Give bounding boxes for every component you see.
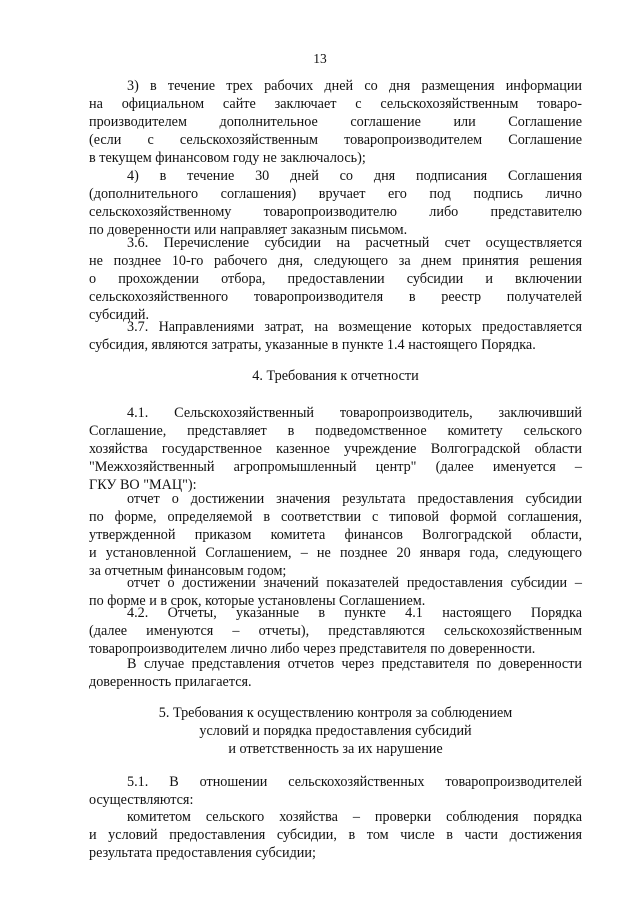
- text-line: по форме и в срок, которые установлены Соглашением.: [89, 593, 426, 609]
- paragraph-4-2-b: [89, 655, 582, 691]
- paragraph-4-1: [89, 404, 582, 494]
- section-heading-5: [89, 704, 582, 758]
- paragraph-item-4: [89, 167, 582, 239]
- text-line: Соглашение, представляет в подведомственное комитету сельского: [89, 423, 582, 439]
- text-line: 5.1. В отношении сельскохозяйственных товаропроизводителей: [127, 774, 582, 790]
- text-line: "Межхозяйственный агропромышленный центр" (далее именуется –: [89, 459, 582, 475]
- paragraph-5-1: [89, 773, 582, 809]
- paragraph-4-2: [89, 604, 582, 658]
- text-line: по доверенности или направляет заказным письмом.: [89, 222, 408, 238]
- text-line: в текущем финансовом году не заключалось);: [89, 150, 366, 166]
- text-line: 3.7. Направлениями затрат, на возмещение которых предоставляется: [127, 319, 582, 335]
- text-line: по форме, определяемой в соответствии с типовой формой соглашения,: [89, 509, 582, 525]
- heading-text: и ответственность за их нарушение: [228, 741, 443, 757]
- text-line: товаропроизводителем лично либо через представителя по доверенности.: [89, 641, 536, 657]
- text-line: субсидия, являются затраты, указанные в пункте 1.4 настоящего Порядка.: [89, 337, 536, 353]
- text-line: на официальном сайте заключает с сельскохозяйственным товаро-: [89, 96, 582, 112]
- heading-text: 4. Требования к отчетности: [252, 368, 419, 384]
- paragraph-item-3: [89, 77, 582, 167]
- text-line: о прохождении отбора, предоставлении субсидии и включении: [89, 271, 582, 287]
- text-line: 4) в течение 30 дней со дня подписания Соглашения: [127, 168, 582, 184]
- paragraph-3-7: [89, 318, 582, 354]
- text-line: отчет о достижении значений показателей предоставления субсидии –: [127, 575, 582, 591]
- text-line: 4.2. Отчеты, указанные в пункте 4.1 настоящего Порядка: [127, 605, 582, 621]
- text-line: (дополнительного соглашения) вручает его под подпись лично: [89, 186, 582, 202]
- text-line: осуществляются:: [89, 792, 194, 808]
- text-line: не позднее 10-го рабочего дня, следующего за днем принятия решения: [89, 253, 582, 269]
- text-line: доверенность прилагается.: [89, 674, 252, 690]
- text-line: (если с сельскохозяйственным товаропроизводителем Соглашение: [89, 132, 582, 148]
- heading-text: условий и порядка предоставления субсидий: [199, 723, 472, 739]
- heading-text: 5. Требования к осуществлению контроля за соблюдением: [158, 705, 513, 721]
- text-line: и установленной Соглашением, – не позднее 20 января года, следующего: [89, 545, 582, 561]
- text-line: производителем дополнительное соглашение или Соглашение: [89, 114, 582, 130]
- section-heading-4: [89, 367, 582, 385]
- text-line: комитетом сельского хозяйства – проверки соблюдения порядка: [127, 809, 582, 825]
- paragraph-report-1: [89, 490, 582, 580]
- text-line: 3.6. Перечисление субсидии на расчетный счет осуществляется: [127, 235, 582, 251]
- text-line: субсидий.: [89, 307, 150, 323]
- paragraph-3-6: [89, 234, 582, 324]
- text-line: отчет о достижении значения результата предоставления субсидии: [127, 491, 582, 507]
- text-line: и условий предоставления субсидии, в том числе в части достижения: [89, 827, 582, 843]
- text-line: хозяйства государственное казенное учреждение Волгоградской области: [89, 441, 582, 457]
- text-line: сельскохозяйственного товаропроизводителя в реестр получателей: [89, 289, 582, 305]
- paragraph-5-1-b: [89, 808, 582, 862]
- text-line: 3) в течение трех рабочих дней со дня размещения информации: [127, 78, 582, 94]
- text-line: ГКУ ВО "МАЦ"):: [89, 477, 197, 493]
- text-line: за отчетным финансовым годом;: [89, 563, 287, 579]
- text-line: 4.1. Сельскохозяйственный товаропроизводитель, заключивший: [127, 405, 582, 421]
- text-line: утвержденной приказом комитета финансов Волгоградской области,: [89, 527, 582, 543]
- text-line: результата предоставления субсидии;: [89, 845, 316, 861]
- page-number: 13: [313, 51, 327, 66]
- text-line: В случае представления отчетов через представителя по доверенности: [127, 656, 582, 672]
- text-line: (далее именуются – отчеты), представляются сельскохозяйственным: [89, 623, 582, 639]
- text-line: сельскохозяйственному товаропроизводителю либо представителю: [89, 204, 582, 220]
